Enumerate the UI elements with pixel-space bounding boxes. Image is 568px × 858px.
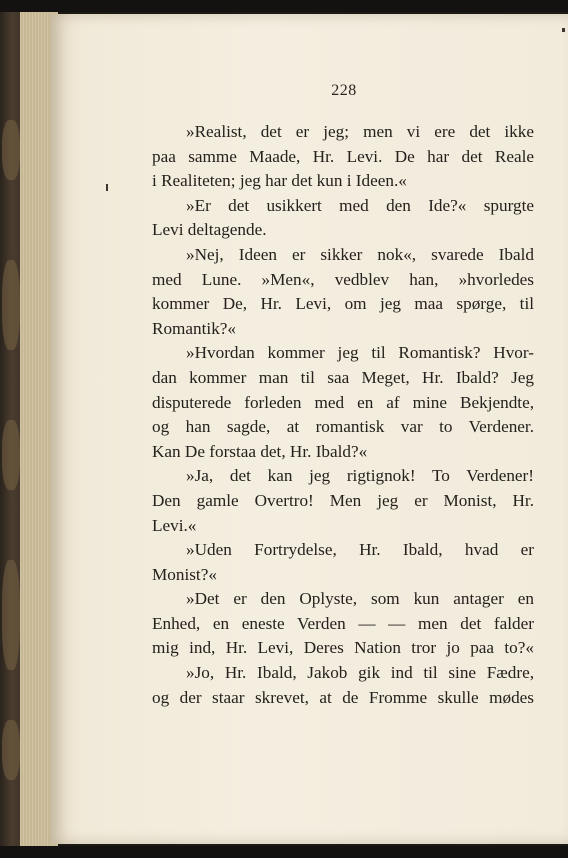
text-line: »Uden Fortrydelse, Hr. Ibald, hvad er <box>186 540 534 560</box>
scan-border-top <box>0 0 568 12</box>
scan-border-bottom <box>0 846 568 858</box>
text-line: »Er det usikkert med den Ide?« spurgte <box>186 195 534 215</box>
page-number: 228 <box>331 82 357 99</box>
text-line: »Nej, Ideen er sikker nok«, svarede Ibald <box>186 244 534 264</box>
text-line: Levi deltagende. <box>152 220 267 240</box>
text-line: »Det er den Oplyste, som kun antager en <box>186 589 534 609</box>
text-line: Kan De forstaa det, Hr. Ibald?« <box>152 441 368 461</box>
text-line: Levi.« <box>152 515 197 535</box>
text-line: Enhed, en eneste Verden — — men det falder <box>152 613 534 633</box>
text-line: »Hvordan kommer jeg til Romantisk? Hvor- <box>186 343 534 363</box>
text-line: dan kommer man til saa Meget, Hr. Ibald? Jeg <box>152 367 534 387</box>
print-speck <box>106 184 108 191</box>
text-line: og han sagde, at romantisk var to Verdener. <box>152 417 534 437</box>
text-line: »Jo, Hr. Ibald, Jakob gik ind til sine Fædre, <box>186 663 534 683</box>
text-line: i Realiteten; jeg har det kun i Ideen.« <box>152 171 407 191</box>
text-line: Den gamle Overtro! Men jeg er Monist, Hr. <box>152 490 534 510</box>
print-speck <box>562 28 565 32</box>
cover-marbling <box>2 260 20 350</box>
cover-marbling <box>2 720 20 780</box>
text-line: kommer De, Hr. Levi, om jeg maa spørge, til <box>152 294 534 314</box>
text-line: »Ja, det kan jeg rigtignok! To Verdener! <box>186 466 534 486</box>
text-line: Romantik?« <box>152 318 237 338</box>
cover-marbling <box>2 560 20 670</box>
text-line: mig ind, Hr. Levi, Deres Nation tror jo paa to?« <box>152 638 534 658</box>
text-line: »Realist, det er jeg; men vi ere det ikke <box>186 122 534 141</box>
text-line: paa samme Maade, Hr. Levi. De har det Reale <box>152 146 534 166</box>
text-line: og der staar skrevet, at de Fromme skulle mødes <box>152 687 534 707</box>
body-text <box>152 120 534 710</box>
text-line: Monist?« <box>152 564 217 584</box>
text-line: disputerede forleden med en af mine Bekjendte, <box>152 392 534 412</box>
cover-marbling <box>2 120 20 180</box>
cover-marbling <box>2 420 20 490</box>
text-line: med Lune. »Men«, vedblev han, »hvorledes <box>152 269 534 289</box>
